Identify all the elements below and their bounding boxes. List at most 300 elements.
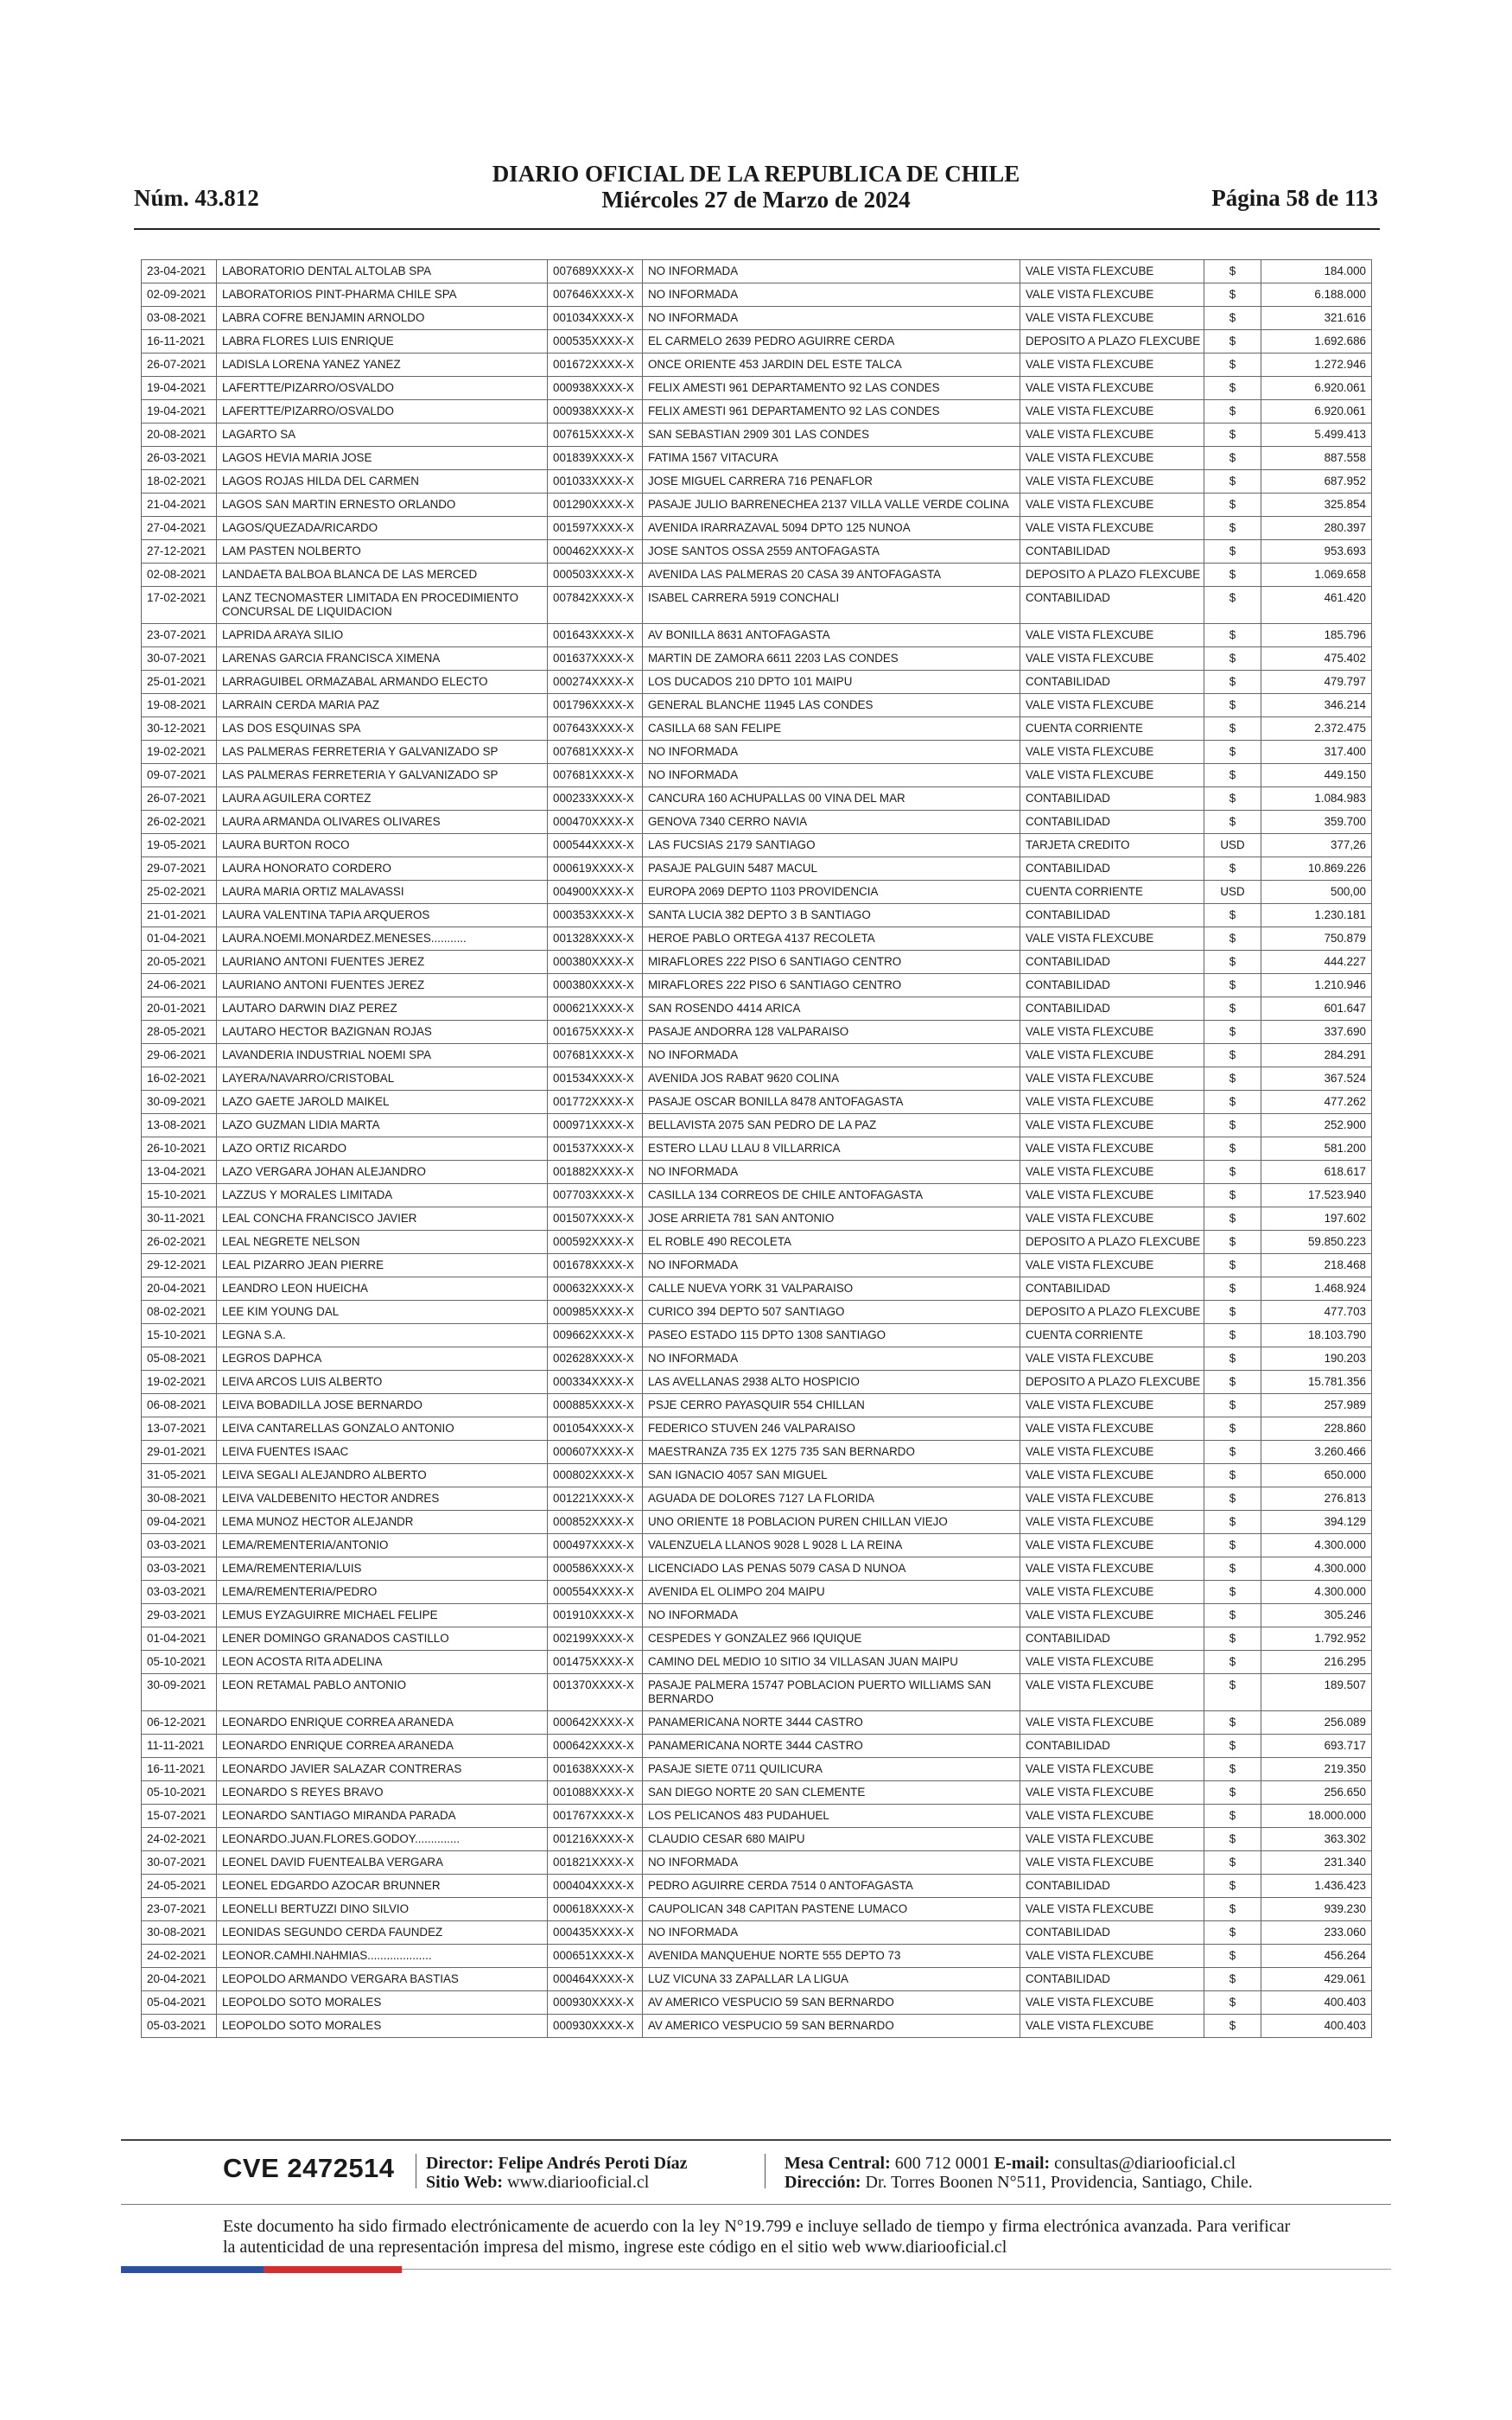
date-cell: 13-04-2021 [142,1161,217,1184]
address-cell: AV AMERICO VESPUCIO 59 SAN BERNARDO [643,2015,1020,2038]
address-cell: NO INFORMADA [643,1161,1020,1184]
currency-cell: $ [1204,1581,1261,1604]
address-cell: PSJE CERRO PAYASQUIR 554 CHILLAN [643,1394,1020,1417]
currency-cell: $ [1204,517,1261,540]
table-row [142,1627,1372,1651]
name-cell: LAZZUS Y MORALES LIMITADA [217,1184,548,1207]
name-cell: LAURIANO ANTONI FUENTES JEREZ [217,951,548,974]
date-cell: 17-02-2021 [142,587,217,624]
amount-cell: 456.264 [1261,1945,1372,1968]
amount-cell: 317.400 [1261,741,1372,764]
currency-cell: $ [1204,330,1261,353]
amount-cell: 228.860 [1261,1417,1372,1441]
product-cell: VALE VISTA FLEXCUBE [1020,1674,1204,1711]
rut-cell: 004900XXXX-X [548,881,643,904]
amount-cell: 444.227 [1261,951,1372,974]
currency-cell: $ [1204,447,1261,470]
address-cell: NO INFORMADA [643,1044,1020,1067]
address-cell: EL CARMELO 2639 PEDRO AGUIRRE CERDA [643,330,1020,353]
name-cell: LAZO ORTIZ RICARDO [217,1137,548,1161]
name-cell: LEGNA S.A. [217,1324,548,1347]
rut-cell: 000380XXXX-X [548,974,643,997]
product-cell: VALE VISTA FLEXCUBE [1020,260,1204,283]
currency-cell: $ [1204,2015,1261,2038]
rut-cell: 001507XXXX-X [548,1207,643,1231]
currency-cell: $ [1204,587,1261,624]
name-cell: LEON RETAMAL PABLO ANTONIO [217,1674,548,1711]
rut-cell: 001637XXXX-X [548,647,643,671]
product-cell: CONTABILIDAD [1020,951,1204,974]
name-cell: LEONARDO JAVIER SALAZAR CONTRERAS [217,1758,548,1781]
address-cell: SAN ROSENDO 4414 ARICA [643,997,1020,1021]
currency-cell: $ [1204,904,1261,927]
address-cell: AV BONILLA 8631 ANTOFAGASTA [643,624,1020,647]
table-row [142,1511,1372,1534]
amount-cell: 429.061 [1261,1968,1372,1991]
date-cell: 23-04-2021 [142,260,217,283]
product-cell: VALE VISTA FLEXCUBE [1020,1534,1204,1557]
name-cell: LEMUS EYZAGUIRRE MICHAEL FELIPE [217,1604,548,1627]
address-cell: PASAJE SIETE 0711 QUILICURA [643,1758,1020,1781]
amount-cell: 6.188.000 [1261,283,1372,307]
table-row [142,1651,1372,1674]
rut-cell: 002199XXXX-X [548,1627,643,1651]
table-row [142,400,1372,424]
name-cell: LARRAIN CERDA MARIA PAZ [217,694,548,717]
date-cell: 21-01-2021 [142,904,217,927]
date-cell: 19-04-2021 [142,377,217,400]
address-cell: AGUADA DE DOLORES 7127 LA FLORIDA [643,1487,1020,1511]
date-cell: 19-02-2021 [142,1371,217,1394]
table-row [142,974,1372,997]
address-cell: CASILLA 134 CORREOS DE CHILE ANTOFAGASTA [643,1184,1020,1207]
name-cell: LEONIDAS SEGUNDO CERDA FAUNDEZ [217,1921,548,1945]
address-cell: NO INFORMADA [643,260,1020,283]
date-cell: 25-01-2021 [142,671,217,694]
table-row [142,1254,1372,1277]
table-row [142,1781,1372,1805]
date-cell: 05-04-2021 [142,1991,217,2015]
table-row [142,1277,1372,1301]
product-cell: CONTABILIDAD [1020,1277,1204,1301]
rut-cell: 000380XXXX-X [548,951,643,974]
rut-cell: 000651XXXX-X [548,1945,643,1968]
amount-cell: 252.900 [1261,1114,1372,1137]
table-row [142,811,1372,834]
name-cell: LABORATORIOS PINT-PHARMA CHILE SPA [217,283,548,307]
product-cell: CONTABILIDAD [1020,1627,1204,1651]
product-cell: DEPOSITO A PLAZO FLEXCUBE [1020,330,1204,353]
currency-cell: $ [1204,400,1261,424]
currency-cell: $ [1204,1758,1261,1781]
name-cell: LAURA.NOEMI.MONARDEZ.MENESES........... [217,927,548,951]
name-cell: LAFERTTE/PIZARRO/OSVALDO [217,400,548,424]
currency-cell: $ [1204,1487,1261,1511]
date-cell: 24-02-2021 [142,1945,217,1968]
currency-cell: $ [1204,1557,1261,1581]
address-cell: CANCURA 160 ACHUPALLAS 00 VINA DEL MAR [643,787,1020,811]
date-cell: 20-05-2021 [142,951,217,974]
address-cell: FATIMA 1567 VITACURA [643,447,1020,470]
rut-cell: 001597XXXX-X [548,517,643,540]
amount-cell: 1.692.686 [1261,330,1372,353]
table-row [142,1711,1372,1735]
footer-director-block [426,2154,688,2192]
amount-cell: 190.203 [1261,1347,1372,1371]
date-cell: 19-08-2021 [142,694,217,717]
address-cell: SAN IGNACIO 4057 SAN MIGUEL [643,1464,1020,1487]
date-cell: 15-10-2021 [142,1184,217,1207]
name-cell: LEOPOLDO ARMANDO VERGARA BASTIAS [217,1968,548,1991]
date-cell: 19-04-2021 [142,400,217,424]
product-cell: VALE VISTA FLEXCUBE [1020,1207,1204,1231]
address-cell: AV AMERICO VESPUCIO 59 SAN BERNARDO [643,1991,1020,2015]
amount-cell: 377,26 [1261,834,1372,857]
mesa-label: Mesa Central: [785,2154,891,2173]
rut-cell: 001328XXXX-X [548,927,643,951]
site-label: Sitio Web: [426,2173,504,2192]
table-row [142,1991,1372,2015]
address-cell: PASAJE ANDORRA 128 VALPARAISO [643,1021,1020,1044]
address-cell: AVENIDA JOS RABAT 9620 COLINA [643,1067,1020,1091]
rut-cell: 000930XXXX-X [548,2015,643,2038]
table-row [142,377,1372,400]
rut-cell: 007681XXXX-X [548,741,643,764]
name-cell: LAM PASTEN NOLBERTO [217,540,548,564]
footer-divider-bottom [121,2204,1391,2205]
rut-cell: 000971XXXX-X [548,1114,643,1137]
rut-cell: 007615XXXX-X [548,424,643,447]
product-cell: VALE VISTA FLEXCUBE [1020,1137,1204,1161]
table-row [142,764,1372,787]
address-cell: LAS AVELLANAS 2938 ALTO HOSPICIO [643,1371,1020,1394]
flag-stripe-line [402,2269,1391,2270]
product-cell: VALE VISTA FLEXCUBE [1020,1945,1204,1968]
amount-cell: 15.781.356 [1261,1371,1372,1394]
address-cell: NO INFORMADA [643,1254,1020,1277]
amount-cell: 305.246 [1261,1604,1372,1627]
address-cell: PASAJE JULIO BARRENECHEA 2137 VILLA VALLE VERDE COLINA [643,494,1020,517]
name-cell: LEGROS DAPHCA [217,1347,548,1371]
email-link[interactable]: consultas@diariooficial.cl [1054,2154,1236,2173]
name-cell: LAS PALMERAS FERRETERIA Y GALVANIZADO SP [217,741,548,764]
address-cell: PASAJE PALGUIN 5487 MACUL [643,857,1020,881]
rut-cell: 001537XXXX-X [548,1137,643,1161]
currency-cell: $ [1204,764,1261,787]
address-text: Dr. Torres Boonen N°511, Providencia, Santiago, Chile. [865,2173,1253,2192]
flag-stripe-red [264,2266,402,2273]
name-cell: LARRAGUIBEL ORMAZABAL ARMANDO ELECTO [217,671,548,694]
name-cell: LEONARDO S REYES BRAVO [217,1781,548,1805]
product-cell: DEPOSITO A PLAZO FLEXCUBE [1020,1231,1204,1254]
product-cell: VALE VISTA FLEXCUBE [1020,2015,1204,2038]
product-cell: CUENTA CORRIENTE [1020,717,1204,741]
currency-cell: $ [1204,671,1261,694]
name-cell: LEIVA BOBADILLA JOSE BERNARDO [217,1394,548,1417]
currency-cell: $ [1204,283,1261,307]
table-row [142,1021,1372,1044]
currency-cell: $ [1204,307,1261,330]
table-row [142,1161,1372,1184]
name-cell: LEONEL DAVID FUENTEALBA VERGARA [217,1851,548,1875]
amount-cell: 1.230.181 [1261,904,1372,927]
name-cell: LENER DOMINGO GRANADOS CASTILLO [217,1627,548,1651]
table-row [142,1347,1372,1371]
name-cell: LAURA MARIA ORTIZ MALAVASSI [217,881,548,904]
footer-separator [765,2154,766,2188]
amount-cell: 1.272.946 [1261,353,1372,377]
amount-cell: 887.558 [1261,447,1372,470]
date-cell: 19-05-2021 [142,834,217,857]
currency-cell: $ [1204,1301,1261,1324]
rut-cell: 001054XXXX-X [548,1417,643,1441]
table-row [142,1231,1372,1254]
currency-cell: $ [1204,1781,1261,1805]
currency-cell: $ [1204,1875,1261,1898]
name-cell: LAGOS/QUEZADA/RICARDO [217,517,548,540]
product-cell: VALE VISTA FLEXCUBE [1020,1464,1204,1487]
deposits-table [141,259,1372,2038]
amount-cell: 500,00 [1261,881,1372,904]
product-cell: CONTABILIDAD [1020,1968,1204,1991]
amount-cell: 953.693 [1261,540,1372,564]
amount-cell: 17.523.940 [1261,1184,1372,1207]
amount-cell: 5.499.413 [1261,424,1372,447]
currency-cell: $ [1204,1828,1261,1851]
name-cell: LAVANDERIA INDUSTRIAL NOEMI SPA [217,1044,548,1067]
rut-cell: 000985XXXX-X [548,1301,643,1324]
name-cell: LEONARDO SANTIAGO MIRANDA PARADA [217,1805,548,1828]
name-cell: LAURA BURTON ROCO [217,834,548,857]
product-cell: VALE VISTA FLEXCUBE [1020,1991,1204,2015]
product-cell: VALE VISTA FLEXCUBE [1020,1441,1204,1464]
product-cell: VALE VISTA FLEXCUBE [1020,741,1204,764]
rut-cell: 007681XXXX-X [548,764,643,787]
table-row [142,1394,1372,1417]
product-cell: VALE VISTA FLEXCUBE [1020,1487,1204,1511]
address-cell: ESTERO LLAU LLAU 8 VILLARRICA [643,1137,1020,1161]
name-cell: LEONARDO ENRIQUE CORREA ARANEDA [217,1711,548,1735]
product-cell: VALE VISTA FLEXCUBE [1020,1758,1204,1781]
address-cell: BELLAVISTA 2075 SAN PEDRO DE LA PAZ [643,1114,1020,1137]
product-cell: VALE VISTA FLEXCUBE [1020,353,1204,377]
address-cell: VALENZUELA LLANOS 9028 L 9028 L LA REINA [643,1534,1020,1557]
rut-cell: 007689XXXX-X [548,260,643,283]
amount-cell: 256.650 [1261,1781,1372,1805]
currency-cell: $ [1204,1231,1261,1254]
table-row [142,647,1372,671]
date-cell: 13-08-2021 [142,1114,217,1137]
date-cell: 30-09-2021 [142,1091,217,1114]
currency-cell: $ [1204,1921,1261,1945]
amount-cell: 6.920.061 [1261,377,1372,400]
rut-cell: 009662XXXX-X [548,1324,643,1347]
address-cell: JOSE MIGUEL CARRERA 716 PENAFLOR [643,470,1020,494]
table-row [142,587,1372,624]
name-cell: LAGOS SAN MARTIN ERNESTO ORLANDO [217,494,548,517]
address-cell: GENERAL BLANCHE 11945 LAS CONDES [643,694,1020,717]
amount-cell: 1.084.983 [1261,787,1372,811]
date-cell: 29-01-2021 [142,1441,217,1464]
currency-cell: $ [1204,1184,1261,1207]
rut-cell: 000554XXXX-X [548,1581,643,1604]
product-cell: TARJETA CREDITO [1020,834,1204,857]
product-cell: VALE VISTA FLEXCUBE [1020,1347,1204,1371]
name-cell: LEOPOLDO SOTO MORALES [217,2015,548,2038]
amount-cell: 185.796 [1261,624,1372,647]
address-cell: SAN SEBASTIAN 2909 301 LAS CONDES [643,424,1020,447]
product-cell: VALE VISTA FLEXCUBE [1020,927,1204,951]
table-row [142,741,1372,764]
rut-cell: 001643XXXX-X [548,624,643,647]
masthead [134,161,1378,213]
currency-cell: $ [1204,1277,1261,1301]
rut-cell: 000544XXXX-X [548,834,643,857]
name-cell: LABRA COFRE BENJAMIN ARNOLDO [217,307,548,330]
amount-cell: 363.302 [1261,1828,1372,1851]
date-cell: 11-11-2021 [142,1735,217,1758]
product-cell: VALE VISTA FLEXCUBE [1020,1851,1204,1875]
name-cell: LEIVA VALDEBENITO HECTOR ANDRES [217,1487,548,1511]
date-cell: 15-10-2021 [142,1324,217,1347]
address-cell: NO INFORMADA [643,1851,1020,1875]
name-cell: LEON ACOSTA RITA ADELINA [217,1651,548,1674]
currency-cell: $ [1204,1464,1261,1487]
address-cell: NO INFORMADA [643,741,1020,764]
name-cell: LEOPOLDO SOTO MORALES [217,1991,548,2015]
address-cell: NO INFORMADA [643,283,1020,307]
flag-stripe-blue [121,2266,264,2273]
name-cell: LAZO VERGARA JOHAN ALEJANDRO [217,1161,548,1184]
currency-cell: $ [1204,811,1261,834]
date-cell: 27-12-2021 [142,540,217,564]
amount-cell: 6.920.061 [1261,400,1372,424]
product-cell: CONTABILIDAD [1020,904,1204,927]
table-row [142,694,1372,717]
name-cell: LEIVA CANTARELLAS GONZALO ANTONIO [217,1417,548,1441]
rut-cell: 001534XXXX-X [548,1067,643,1091]
address-cell: PASEO ESTADO 115 DPTO 1308 SANTIAGO [643,1324,1020,1347]
date-cell: 30-08-2021 [142,1921,217,1945]
rut-cell: 001033XXXX-X [548,470,643,494]
date-cell: 26-07-2021 [142,787,217,811]
currency-cell: $ [1204,1161,1261,1184]
footer-contact-block [785,2154,1253,2192]
name-cell: LAZO GAETE JAROLD MAIKEL [217,1091,548,1114]
product-cell: VALE VISTA FLEXCUBE [1020,517,1204,540]
name-cell: LAPRIDA ARAYA SILIO [217,624,548,647]
director-name: Felipe Andrés Peroti Díaz [498,2154,688,2173]
rut-cell: 000535XXXX-X [548,330,643,353]
address-cell: NO INFORMADA [643,307,1020,330]
date-cell: 01-04-2021 [142,927,217,951]
table-row [142,1581,1372,1604]
currency-cell: $ [1204,1511,1261,1534]
date-cell: 09-04-2021 [142,1511,217,1534]
amount-cell: 939.230 [1261,1898,1372,1921]
table-row [142,564,1372,587]
name-cell: LADISLA LORENA YANEZ YANEZ [217,353,548,377]
currency-cell: $ [1204,1651,1261,1674]
table-row [142,447,1372,470]
date-cell: 29-03-2021 [142,1604,217,1627]
table-row [142,1557,1372,1581]
amount-cell: 321.616 [1261,307,1372,330]
currency-cell: $ [1204,1534,1261,1557]
amount-cell: 216.295 [1261,1651,1372,1674]
product-cell: VALE VISTA FLEXCUBE [1020,447,1204,470]
rut-cell: 000586XXXX-X [548,1557,643,1581]
table-row [142,1137,1372,1161]
amount-cell: 257.989 [1261,1394,1372,1417]
name-cell: LANDAETA BALBOA BLANCA DE LAS MERCED [217,564,548,587]
date-cell: 03-03-2021 [142,1534,217,1557]
date-cell: 19-02-2021 [142,741,217,764]
product-cell: VALE VISTA FLEXCUBE [1020,494,1204,517]
name-cell: LEAL CONCHA FRANCISCO JAVIER [217,1207,548,1231]
address-cell: AVENIDA IRARRAZAVAL 5094 DPTO 125 NUNOA [643,517,1020,540]
address-cell: LICENCIADO LAS PENAS 5079 CASA D NUNOA [643,1557,1020,1581]
name-cell: LAUTARO DARWIN DIAZ PEREZ [217,997,548,1021]
product-cell: VALE VISTA FLEXCUBE [1020,470,1204,494]
product-cell: CONTABILIDAD [1020,587,1204,624]
address-cell: LOS DUCADOS 210 DPTO 101 MAIPU [643,671,1020,694]
address-cell: MARTIN DE ZAMORA 6611 2203 LAS CONDES [643,647,1020,671]
date-cell: 13-07-2021 [142,1417,217,1441]
name-cell: LAYERA/NAVARRO/CRISTOBAL [217,1067,548,1091]
product-cell: VALE VISTA FLEXCUBE [1020,1254,1204,1277]
date-cell: 20-01-2021 [142,997,217,1021]
table-row [142,307,1372,330]
table-row [142,857,1372,881]
currency-cell: $ [1204,1945,1261,1968]
amount-cell: 3.260.466 [1261,1441,1372,1464]
rut-cell: 000802XXXX-X [548,1464,643,1487]
amount-cell: 2.372.475 [1261,717,1372,741]
product-cell: VALE VISTA FLEXCUBE [1020,1898,1204,1921]
address-cell: MIRAFLORES 222 PISO 6 SANTIAGO CENTRO [643,951,1020,974]
amount-cell: 256.089 [1261,1711,1372,1735]
date-cell: 27-04-2021 [142,517,217,540]
date-cell: 05-08-2021 [142,1347,217,1371]
table-row [142,260,1372,283]
currency-cell: $ [1204,1991,1261,2015]
rut-cell: 000885XXXX-X [548,1394,643,1417]
address-cell: NO INFORMADA [643,1921,1020,1945]
table-row [142,1534,1372,1557]
rut-cell: 000497XXXX-X [548,1534,643,1557]
rut-cell: 001767XXXX-X [548,1805,643,1828]
amount-cell: 367.524 [1261,1067,1372,1091]
product-cell: CONTABILIDAD [1020,787,1204,811]
amount-cell: 219.350 [1261,1758,1372,1781]
amount-cell: 4.300.000 [1261,1557,1372,1581]
product-cell: CONTABILIDAD [1020,857,1204,881]
rut-cell: 001772XXXX-X [548,1091,643,1114]
date-cell: 24-05-2021 [142,1875,217,1898]
product-cell: CONTABILIDAD [1020,974,1204,997]
table-row [142,951,1372,974]
currency-cell: $ [1204,1417,1261,1441]
site-link[interactable]: www.diariooficial.cl [507,2173,650,2192]
date-cell: 29-07-2021 [142,857,217,881]
name-cell: LABORATORIO DENTAL ALTOLAB SPA [217,260,548,283]
date-cell: 29-12-2021 [142,1254,217,1277]
amount-cell: 280.397 [1261,517,1372,540]
date-cell: 26-02-2021 [142,811,217,834]
rut-cell: 000233XXXX-X [548,787,643,811]
name-cell: LEMA MUNOZ HECTOR ALEJANDR [217,1511,548,1534]
